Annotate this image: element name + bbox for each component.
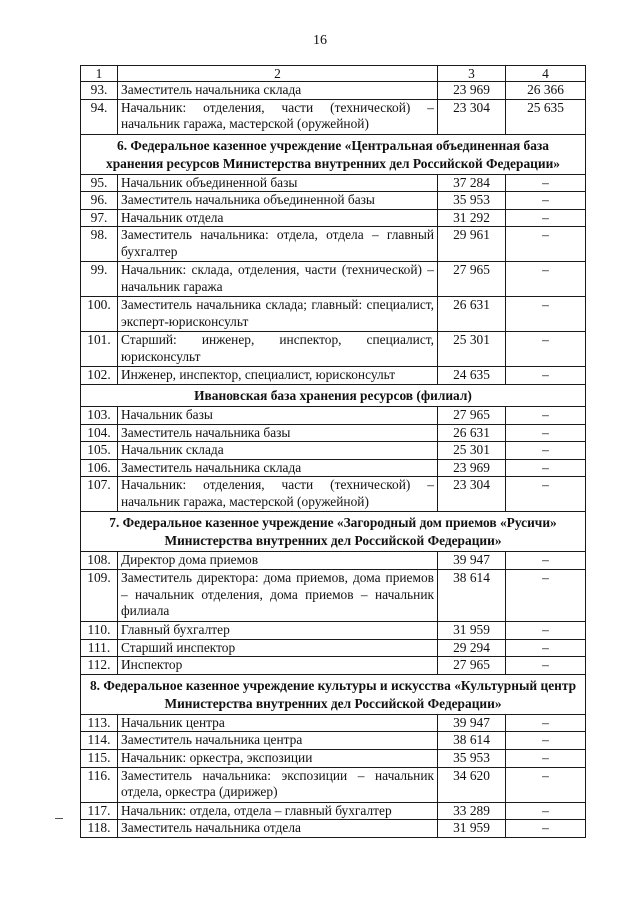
column-header-3: 3 — [438, 66, 506, 82]
table-row — [81, 767, 586, 802]
salary-value-cell: 34 620 — [438, 767, 506, 802]
position-title-cell: Начальник: отдела, отдела – главный бухгалтер — [118, 802, 438, 820]
position-title-cell: Заместитель начальника базы — [118, 424, 438, 442]
salary-value-cell: 26 631 — [438, 424, 506, 442]
section-title: 7. Федеральное казенное учреждение «Загородный дом приемов «Русичи» Министерства внутренних дел Российской Федерации» — [81, 512, 586, 552]
position-title-cell: Начальник: отделения, части (технической) – начальник гаража, мастерской (оружейной) — [118, 477, 438, 512]
salary-value-cell: 23 969 — [438, 459, 506, 477]
row-number-cell: 115. — [81, 749, 118, 767]
position-title-cell: Начальник: склада, отделения, части (технической) – начальник гаража — [118, 262, 438, 297]
salary-value-cell: 38 614 — [438, 732, 506, 750]
second-value-cell: – — [506, 749, 586, 767]
table-row — [81, 639, 586, 657]
second-value-cell: – — [506, 732, 586, 750]
second-value-cell: – — [506, 332, 586, 367]
table-row — [81, 227, 586, 262]
row-number-cell: 118. — [81, 820, 118, 838]
position-title-cell: Заместитель начальника: отдела, отдела – главный бухгалтер — [118, 227, 438, 262]
row-number-cell: 94. — [81, 99, 118, 134]
row-number-cell: 103. — [81, 406, 118, 424]
salary-value-cell: 26 631 — [438, 297, 506, 332]
second-value-cell: 25 635 — [506, 99, 586, 134]
row-number-cell: 105. — [81, 442, 118, 460]
position-title-cell: Начальник склада — [118, 442, 438, 460]
row-number-cell: 99. — [81, 262, 118, 297]
salary-value-cell: 38 614 — [438, 569, 506, 621]
second-value-cell: – — [506, 227, 586, 262]
row-number-cell: 101. — [81, 332, 118, 367]
section-heading-row — [81, 134, 586, 174]
table-header-row — [81, 66, 586, 82]
table-row — [81, 552, 586, 570]
row-number-cell: 116. — [81, 767, 118, 802]
second-value-cell: – — [506, 174, 586, 192]
row-number-cell: 93. — [81, 82, 118, 100]
row-number-cell: 109. — [81, 569, 118, 621]
table-row — [81, 657, 586, 675]
second-value-cell: – — [506, 639, 586, 657]
table-row — [81, 82, 586, 100]
position-title-cell: Старший инспектор — [118, 639, 438, 657]
second-value-cell: – — [506, 406, 586, 424]
salary-value-cell: 39 947 — [438, 714, 506, 732]
section-title: 8. Федеральное казенное учреждение культуры и искусства «Культурный центр Министерства внутренних дел Российской Федерации» — [81, 674, 586, 714]
position-title-cell: Главный бухгалтер — [118, 621, 438, 639]
row-number-cell: 97. — [81, 209, 118, 227]
table-row — [81, 174, 586, 192]
salary-value-cell: 25 301 — [438, 442, 506, 460]
position-title-cell: Инспектор — [118, 657, 438, 675]
position-title-cell: Начальник базы — [118, 406, 438, 424]
salary-table — [80, 65, 586, 838]
row-number-cell: 108. — [81, 552, 118, 570]
row-number-cell: 112. — [81, 657, 118, 675]
table-row — [81, 367, 586, 385]
position-title-cell: Заместитель директора: дома приемов, дома приемов – начальник отделения, дома приемов – начальник филиала — [118, 569, 438, 621]
second-value-cell: – — [506, 297, 586, 332]
second-value-cell: – — [506, 442, 586, 460]
column-header-4: 4 — [506, 66, 586, 82]
position-title-cell: Директор дома приемов — [118, 552, 438, 570]
table-row — [81, 749, 586, 767]
position-title-cell: Заместитель начальника склада — [118, 459, 438, 477]
salary-value-cell: 27 965 — [438, 406, 506, 424]
margin-mark — [55, 818, 63, 819]
salary-value-cell: 23 304 — [438, 477, 506, 512]
salary-value-cell: 37 284 — [438, 174, 506, 192]
table-row — [81, 209, 586, 227]
table-row — [81, 332, 586, 367]
salary-value-cell: 35 953 — [438, 749, 506, 767]
position-title-cell: Заместитель начальника склада — [118, 82, 438, 100]
salary-value-cell: 33 289 — [438, 802, 506, 820]
table-row — [81, 621, 586, 639]
table-row — [81, 406, 586, 424]
position-title-cell: Начальник: оркестра, экспозиции — [118, 749, 438, 767]
row-number-cell: 107. — [81, 477, 118, 512]
second-value-cell: – — [506, 192, 586, 210]
column-header-2: 2 — [118, 66, 438, 82]
section-title: Ивановская база хранения ресурсов (филиал) — [81, 384, 586, 406]
row-number-cell: 106. — [81, 459, 118, 477]
table-row — [81, 802, 586, 820]
row-number-cell: 100. — [81, 297, 118, 332]
table-row — [81, 192, 586, 210]
position-title-cell: Начальник: отделения, части (технической) – начальник гаража, мастерской (оружейной) — [118, 99, 438, 134]
salary-value-cell: 31 959 — [438, 820, 506, 838]
table-row — [81, 297, 586, 332]
salary-value-cell: 29 961 — [438, 227, 506, 262]
section-heading-row — [81, 384, 586, 406]
second-value-cell: – — [506, 802, 586, 820]
table-row — [81, 569, 586, 621]
row-number-cell: 95. — [81, 174, 118, 192]
second-value-cell: – — [506, 714, 586, 732]
salary-value-cell: 39 947 — [438, 552, 506, 570]
second-value-cell: – — [506, 569, 586, 621]
table-row — [81, 459, 586, 477]
salary-value-cell: 31 292 — [438, 209, 506, 227]
row-number-cell: 110. — [81, 621, 118, 639]
position-title-cell: Инженер, инспектор, специалист, юрисконсульт — [118, 367, 438, 385]
second-value-cell: – — [506, 209, 586, 227]
salary-value-cell: 23 969 — [438, 82, 506, 100]
table-row — [81, 714, 586, 732]
position-title-cell: Начальник объединенной базы — [118, 174, 438, 192]
salary-value-cell: 23 304 — [438, 99, 506, 134]
section-heading-row — [81, 674, 586, 714]
table-row — [81, 732, 586, 750]
second-value-cell: – — [506, 477, 586, 512]
row-number-cell: 114. — [81, 732, 118, 750]
column-header-1: 1 — [81, 66, 118, 82]
second-value-cell: – — [506, 552, 586, 570]
salary-table-body — [81, 66, 586, 838]
table-row — [81, 820, 586, 838]
salary-value-cell: 35 953 — [438, 192, 506, 210]
salary-value-cell: 29 294 — [438, 639, 506, 657]
position-title-cell: Начальник центра — [118, 714, 438, 732]
second-value-cell: – — [506, 459, 586, 477]
second-value-cell: – — [506, 367, 586, 385]
row-number-cell: 104. — [81, 424, 118, 442]
second-value-cell: – — [506, 621, 586, 639]
position-title-cell: Заместитель начальника центра — [118, 732, 438, 750]
row-number-cell: 96. — [81, 192, 118, 210]
position-title-cell: Заместитель начальника отдела — [118, 820, 438, 838]
row-number-cell: 98. — [81, 227, 118, 262]
position-title-cell: Старший: инженер, инспектор, специалист, юрисконсульт — [118, 332, 438, 367]
position-title-cell: Заместитель начальника: экспозиции – начальник отдела, оркестра (дирижер) — [118, 767, 438, 802]
second-value-cell: 26 366 — [506, 82, 586, 100]
table-row — [81, 442, 586, 460]
salary-value-cell: 27 965 — [438, 262, 506, 297]
position-title-cell: Заместитель начальника объединенной базы — [118, 192, 438, 210]
table-row — [81, 99, 586, 134]
row-number-cell: 113. — [81, 714, 118, 732]
salary-value-cell: 24 635 — [438, 367, 506, 385]
table-row — [81, 477, 586, 512]
section-title: 6. Федеральное казенное учреждение «Центральная объединенная база хранения ресурсов Министерства внутренних дел Российской Федерации» — [81, 134, 586, 174]
second-value-cell: – — [506, 767, 586, 802]
second-value-cell: – — [506, 424, 586, 442]
table-row — [81, 262, 586, 297]
row-number-cell: 102. — [81, 367, 118, 385]
row-number-cell: 111. — [81, 639, 118, 657]
salary-value-cell: 27 965 — [438, 657, 506, 675]
section-heading-row — [81, 512, 586, 552]
position-title-cell: Начальник отдела — [118, 209, 438, 227]
row-number-cell: 117. — [81, 802, 118, 820]
salary-value-cell: 31 959 — [438, 621, 506, 639]
second-value-cell: – — [506, 262, 586, 297]
second-value-cell: – — [506, 820, 586, 838]
page-number: 16 — [313, 33, 327, 48]
salary-value-cell: 25 301 — [438, 332, 506, 367]
position-title-cell: Заместитель начальника склада; главный: специалист, эксперт-юрисконсульт — [118, 297, 438, 332]
table-row — [81, 424, 586, 442]
second-value-cell: – — [506, 657, 586, 675]
